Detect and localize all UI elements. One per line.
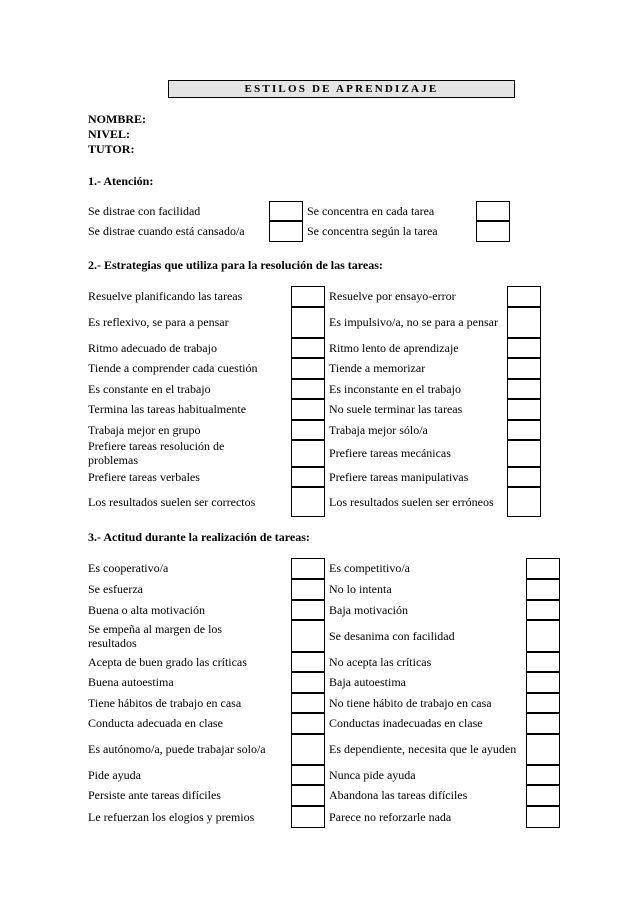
left-item-checkbox[interactable] (291, 307, 325, 338)
left-item-label: Acepta de buen grado las críticas (88, 654, 247, 669)
right-item-label: Es dependiente, necesita que le ayuden (329, 742, 517, 756)
right-item-label: No acepta las críticas (329, 654, 432, 669)
left-item-checkbox[interactable] (291, 420, 325, 440)
right-item-checkbox[interactable] (526, 734, 560, 765)
left-item-label: Ritmo adecuado de trabajo (88, 340, 217, 355)
right-item-label: No tiene hábito de trabajo en casa (329, 695, 492, 710)
right-item-checkbox[interactable] (476, 221, 510, 242)
left-item-label: Buena autoestima (88, 675, 174, 689)
right-item-label: Baja motivación (329, 602, 408, 617)
left-item-checkbox[interactable] (291, 379, 325, 399)
questionnaire-row (88, 487, 560, 516)
right-item-checkbox[interactable] (526, 672, 560, 693)
nivel-label: NIVEL: (88, 127, 131, 141)
left-item-checkbox[interactable] (291, 785, 325, 806)
left-item-label: Tiende a comprender cada cuestión (88, 361, 258, 375)
left-item-label: Pide ayuda (88, 767, 141, 782)
left-item-label: Los resultados suelen ser correctos (88, 494, 256, 509)
right-item-label: Nunca pide ayuda (329, 767, 416, 782)
right-item-checkbox[interactable] (526, 785, 560, 806)
left-item-label: Tiene hábitos de trabajo en casa (88, 695, 242, 710)
left-item-label: Trabaja mejor en grupo (88, 422, 201, 437)
right-item-label: Es impulsivo/a, no se para a pensar (329, 315, 498, 329)
left-item-checkbox[interactable] (291, 652, 325, 672)
questionnaire-row (88, 579, 560, 599)
left-item-label: Se empeña al margen de los resultados (88, 621, 223, 650)
left-item-checkbox[interactable] (291, 713, 325, 734)
left-item-checkbox[interactable] (291, 358, 325, 379)
right-item-checkbox[interactable] (476, 201, 510, 221)
right-item-label: Conductas inadecuadas en clase (329, 716, 483, 730)
left-item-checkbox[interactable] (291, 467, 325, 487)
document-title (168, 80, 515, 98)
left-item-checkbox[interactable] (291, 440, 325, 467)
questionnaire-row (88, 765, 560, 784)
questionnaire-row (88, 693, 560, 712)
tutor-label: TUTOR: (88, 142, 135, 156)
questionnaire-row (88, 440, 560, 466)
questionnaire-row (88, 307, 560, 337)
left-item-label: Es cooperativo/a (88, 561, 169, 575)
right-item-checkbox[interactable] (526, 713, 560, 734)
right-item-label: Es inconstante en el trabajo (329, 381, 461, 396)
right-item-label: No lo intenta (329, 582, 392, 596)
right-item-checkbox[interactable] (507, 399, 541, 420)
right-item-checkbox[interactable] (526, 558, 560, 579)
left-item-label: Prefiere tareas verbales (88, 469, 200, 484)
student-info (88, 112, 146, 157)
right-item-label: Tiende a memorizar (329, 361, 426, 375)
right-item-label: Es competitivo/a (329, 561, 410, 575)
questionnaire-row (88, 201, 560, 220)
nombre-label: NOMBRE: (88, 112, 146, 126)
right-item-label: Ritmo lento de aprendizaje (329, 340, 459, 355)
left-item-label: Resuelve planificando las tareas (88, 289, 243, 303)
right-item-checkbox[interactable] (507, 440, 541, 467)
questionnaire-row (88, 672, 560, 692)
left-item-checkbox[interactable] (291, 338, 325, 358)
left-item-label: Persiste ante tareas difíciles (88, 788, 221, 802)
left-item-label: Es reflexivo, se para a pensar (88, 315, 229, 329)
right-item-checkbox[interactable] (526, 693, 560, 713)
right-item-checkbox[interactable] (507, 420, 541, 440)
right-item-label: Abandona las tareas difíciles (329, 788, 468, 802)
left-item-checkbox[interactable] (291, 765, 325, 785)
questionnaire-row (88, 652, 560, 671)
right-item-label: No suele terminar las tareas (329, 402, 463, 416)
questionnaire-row (88, 600, 560, 619)
questionnaire-row (88, 286, 560, 306)
left-item-label: Es constante en el trabajo (88, 381, 211, 396)
right-item-checkbox[interactable] (526, 620, 560, 652)
right-item-checkbox[interactable] (526, 600, 560, 620)
right-item-checkbox[interactable] (507, 467, 541, 487)
left-item-checkbox[interactable] (291, 558, 325, 579)
questionnaire-row (88, 734, 560, 764)
questionnaire-row (88, 467, 560, 486)
right-item-checkbox[interactable] (507, 307, 541, 338)
questionnaire-row (88, 558, 560, 578)
right-item-label: Trabaja mejor sólo/a (329, 422, 428, 437)
left-item-checkbox[interactable] (291, 672, 325, 693)
left-item-label: Prefiere tareas resolución de problemas (88, 439, 225, 467)
left-item-label: Conducta adecuada en clase (88, 716, 223, 730)
right-item-label: Se concentra en cada tarea (307, 203, 435, 218)
section-heading: 2.- Estrategias que utiliza para la resolución de las tareas: (88, 258, 383, 272)
left-item-checkbox[interactable] (291, 399, 325, 420)
section-heading: 1.- Atención: (88, 174, 154, 188)
questionnaire-row (88, 420, 560, 439)
right-item-label: Se concentra según la tarea (307, 224, 438, 238)
right-item-checkbox[interactable] (507, 286, 541, 307)
left-item-checkbox[interactable] (291, 734, 325, 765)
right-item-label: Resuelve por ensayo-error (329, 289, 456, 303)
right-item-checkbox[interactable] (507, 358, 541, 379)
left-item-checkbox[interactable] (291, 579, 325, 600)
questionnaire-row (88, 379, 560, 398)
left-item-label: Se esfuerza (88, 582, 143, 596)
right-item-checkbox[interactable] (526, 765, 560, 785)
left-item-label: Buena o alta motivación (88, 602, 205, 617)
right-item-label: Baja autoestima (329, 675, 406, 689)
right-item-label: Se desanima con facilidad (329, 628, 455, 643)
left-item-checkbox[interactable] (269, 201, 303, 221)
questionnaire-row (88, 620, 560, 651)
right-item-label: Los resultados suelen ser erróneos (329, 494, 494, 509)
right-item-checkbox[interactable] (507, 338, 541, 358)
left-item-checkbox[interactable] (291, 286, 325, 307)
questionnaire-row (88, 221, 560, 241)
document-title-text: ESTILOS DE APRENDIZAJE (244, 83, 439, 95)
right-item-checkbox[interactable] (526, 579, 560, 600)
left-item-label: Se distrae cuando está cansado/a (88, 224, 245, 238)
left-item-checkbox[interactable] (269, 221, 303, 242)
questionnaire-row (88, 785, 560, 805)
questionnaire-row (88, 338, 560, 357)
left-item-label: Es autónomo/a, puede trabajar solo/a (88, 742, 266, 756)
left-item-checkbox[interactable] (291, 487, 325, 517)
right-item-checkbox[interactable] (526, 652, 560, 672)
questionnaire-row (88, 713, 560, 733)
questionnaire-row (88, 399, 560, 419)
right-item-label: Prefiere tareas manipulativas (329, 469, 469, 484)
right-item-checkbox[interactable] (526, 806, 560, 828)
left-item-checkbox[interactable] (291, 620, 325, 652)
section-heading: 3.- Actitud durante la realización de tareas: (88, 530, 310, 544)
right-item-label: Prefiere tareas mecánicas (329, 446, 451, 460)
right-item-label: Parece no reforzarle nada (329, 809, 452, 824)
right-item-checkbox[interactable] (507, 487, 541, 517)
left-item-label: Se distrae con facilidad (88, 203, 201, 218)
left-item-checkbox[interactable] (291, 693, 325, 713)
right-item-checkbox[interactable] (507, 379, 541, 399)
left-item-checkbox[interactable] (291, 600, 325, 620)
questionnaire-row (88, 358, 560, 378)
left-item-checkbox[interactable] (291, 806, 325, 828)
left-item-label: Le refuerzan los elogios y premios (88, 809, 255, 824)
left-item-label: Termina las tareas habitualmente (88, 402, 247, 416)
questionnaire-row (88, 806, 560, 827)
